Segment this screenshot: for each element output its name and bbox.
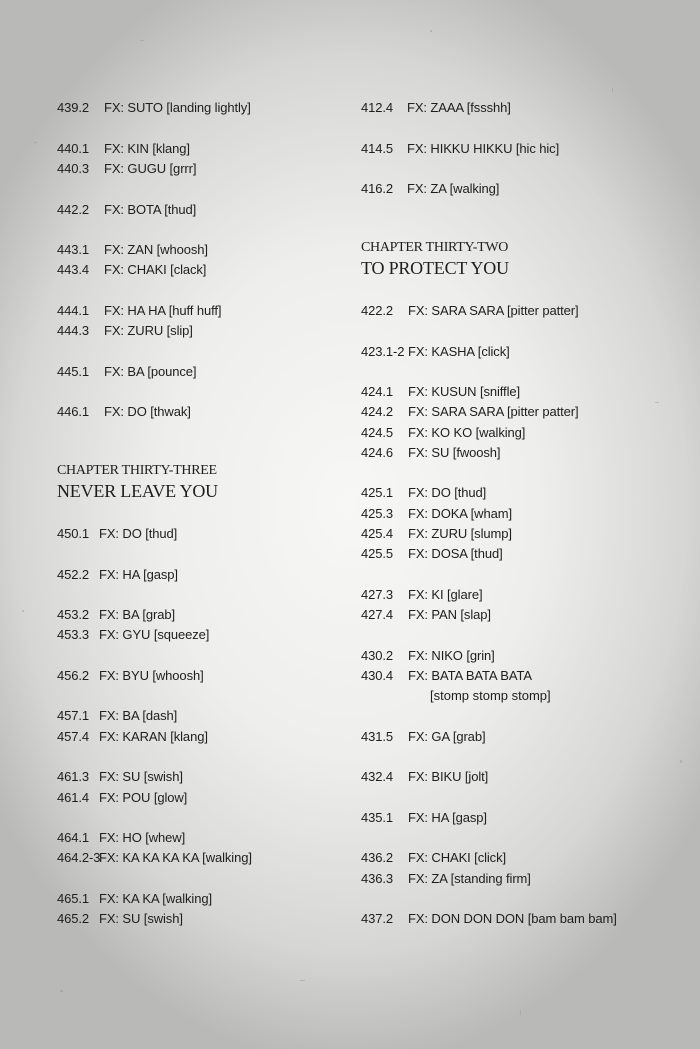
sound-effect: FX: GA [grab]	[408, 729, 486, 744]
sound-effect: FX: GUGU [grrr]	[104, 161, 197, 176]
panel-number: 436.3	[361, 871, 394, 886]
panel-number: 443.1	[57, 242, 90, 257]
panel-number: 440.3	[57, 161, 90, 176]
sound-effect: FX: BA [dash]	[99, 708, 178, 723]
sound-effect: FX: KI [glare]	[408, 587, 483, 602]
panel-number: 416.2	[361, 181, 394, 196]
panel-number: 425.5	[361, 546, 394, 561]
panel-number: 436.2	[361, 850, 394, 865]
sound-effect: FX: HA [gasp]	[99, 567, 178, 582]
panel-number: 450.1	[57, 526, 90, 541]
panel-number: 427.3	[361, 587, 394, 602]
panel-number: 437.2	[361, 911, 394, 926]
panel-number: 423.1-2	[361, 344, 405, 359]
panel-number: 465.2	[57, 911, 90, 926]
panel-number: 431.5	[361, 729, 394, 744]
panel-number: 444.1	[57, 303, 90, 318]
chapter-title: NEVER LEAVE YOU	[57, 481, 218, 501]
panel-number: 425.4	[361, 526, 394, 541]
sound-effect: FX: DOKA [wham]	[408, 506, 512, 521]
sound-effect: FX: DON DON DON [bam bam bam]	[408, 911, 617, 926]
panel-number: 432.4	[361, 769, 394, 784]
sound-effect: FX: KARAN [klang]	[99, 729, 208, 744]
panel-number: 427.4	[361, 607, 394, 622]
sound-effect: FX: ZURU [slip]	[104, 323, 193, 338]
sound-effect: FX: NIKO [grin]	[408, 648, 495, 663]
panel-number: 442.2	[57, 202, 90, 217]
panel-number: 412.4	[361, 100, 394, 115]
panel-number: 453.2	[57, 607, 90, 622]
sound-effect: FX: GYU [squeeze]	[99, 627, 210, 642]
chapter-label: CHAPTER THIRTY-THREE	[57, 463, 217, 478]
panel-number: 457.1	[57, 708, 90, 723]
sound-effect: FX: KASHA [click]	[408, 344, 510, 359]
sound-effect: FX: SARA SARA [pitter patter]	[408, 404, 579, 419]
panel-number: 430.2	[361, 648, 394, 663]
sound-effect: FX: HA HA [huff huff]	[104, 303, 222, 318]
panel-number: 457.4	[57, 729, 90, 744]
sound-effect: FX: BOTA [thud]	[104, 202, 197, 217]
panel-number: 439.2	[57, 100, 90, 115]
panel-number: 444.3	[57, 323, 90, 338]
sound-effect: FX: SUTO [landing lightly]	[104, 100, 251, 115]
panel-number: 461.3	[57, 769, 90, 784]
panel-number: 440.1	[57, 141, 90, 156]
panel-number: 424.2	[361, 404, 394, 419]
sound-effect: FX: HA [gasp]	[408, 810, 487, 825]
sound-effect: FX: DO [thud]	[99, 526, 178, 541]
panel-number: 446.1	[57, 404, 90, 419]
panel-number: 424.5	[361, 425, 394, 440]
panel-number: 424.1	[361, 384, 394, 399]
sound-effect: FX: SARA SARA [pitter patter]	[408, 303, 579, 318]
panel-number: 452.2	[57, 567, 90, 582]
chapter-label: CHAPTER THIRTY-TWO	[361, 240, 509, 255]
sound-effect: FX: KIN [klang]	[104, 141, 190, 156]
panel-number: 425.3	[361, 506, 394, 521]
sound-effect: FX: DO [thud]	[408, 485, 487, 500]
panel-number: 461.4	[57, 790, 90, 805]
panel-number: 435.1	[361, 810, 394, 825]
panel-number: 453.3	[57, 627, 90, 642]
sound-effect: FX: BYU [whoosh]	[99, 668, 204, 683]
sound-effect: FX: ZAAA [fssshh]	[407, 100, 511, 115]
chapter-title: TO PROTECT YOU	[361, 258, 509, 278]
sound-effect: FX: DO [thwak]	[104, 404, 191, 419]
panel-number: 430.4	[361, 668, 394, 683]
sound-effect: FX: BATA BATA BATA	[408, 668, 532, 683]
sound-effect: FX: SU [swish]	[99, 769, 183, 784]
sound-effect: FX: ZURU [slump]	[408, 526, 512, 541]
sound-effect-continuation: [stomp stomp stomp]	[430, 688, 551, 703]
sound-effect: FX: KO KO [walking]	[408, 425, 526, 440]
panel-number: 465.1	[57, 891, 90, 906]
sound-effect: FX: DOSA [thud]	[408, 546, 503, 561]
sound-effect: FX: POU [glow]	[99, 790, 188, 805]
panel-number: 425.1	[361, 485, 394, 500]
sound-effect: FX: CHAKI [clack]	[104, 262, 207, 277]
panel-number: 464.2-3	[57, 850, 101, 865]
sound-effect: FX: PAN [slap]	[408, 607, 491, 622]
sound-effect: FX: HO [whew]	[99, 830, 186, 845]
sound-effect: FX: SU [fwoosh]	[408, 445, 501, 460]
sound-effect: FX: SU [swish]	[99, 911, 183, 926]
sound-effect: FX: ZA [standing firm]	[408, 871, 531, 886]
sound-effect: FX: BIKU [jolt]	[408, 769, 489, 784]
panel-number: 414.5	[361, 141, 394, 156]
sound-effect: FX: BA [grab]	[99, 607, 176, 622]
panel-number: 464.1	[57, 830, 90, 845]
sound-effect: FX: HIKKU HIKKU [hic hic]	[407, 141, 560, 156]
panel-number: 445.1	[57, 364, 90, 379]
sound-effect: FX: CHAKI [click]	[408, 850, 506, 865]
sound-effect: FX: BA [pounce]	[104, 364, 197, 379]
sound-effect: FX: KA KA KA KA [walking]	[99, 850, 252, 865]
sound-effect: FX: KA KA [walking]	[99, 891, 212, 906]
panel-number: 422.2	[361, 303, 394, 318]
panel-number: 443.4	[57, 262, 90, 277]
sound-effect: FX: ZA [walking]	[407, 181, 500, 196]
sound-effect: FX: KUSUN [sniffle]	[408, 384, 521, 399]
panel-number: 456.2	[57, 668, 90, 683]
sound-effect: FX: ZAN [whoosh]	[104, 242, 208, 257]
panel-number: 424.6	[361, 445, 394, 460]
